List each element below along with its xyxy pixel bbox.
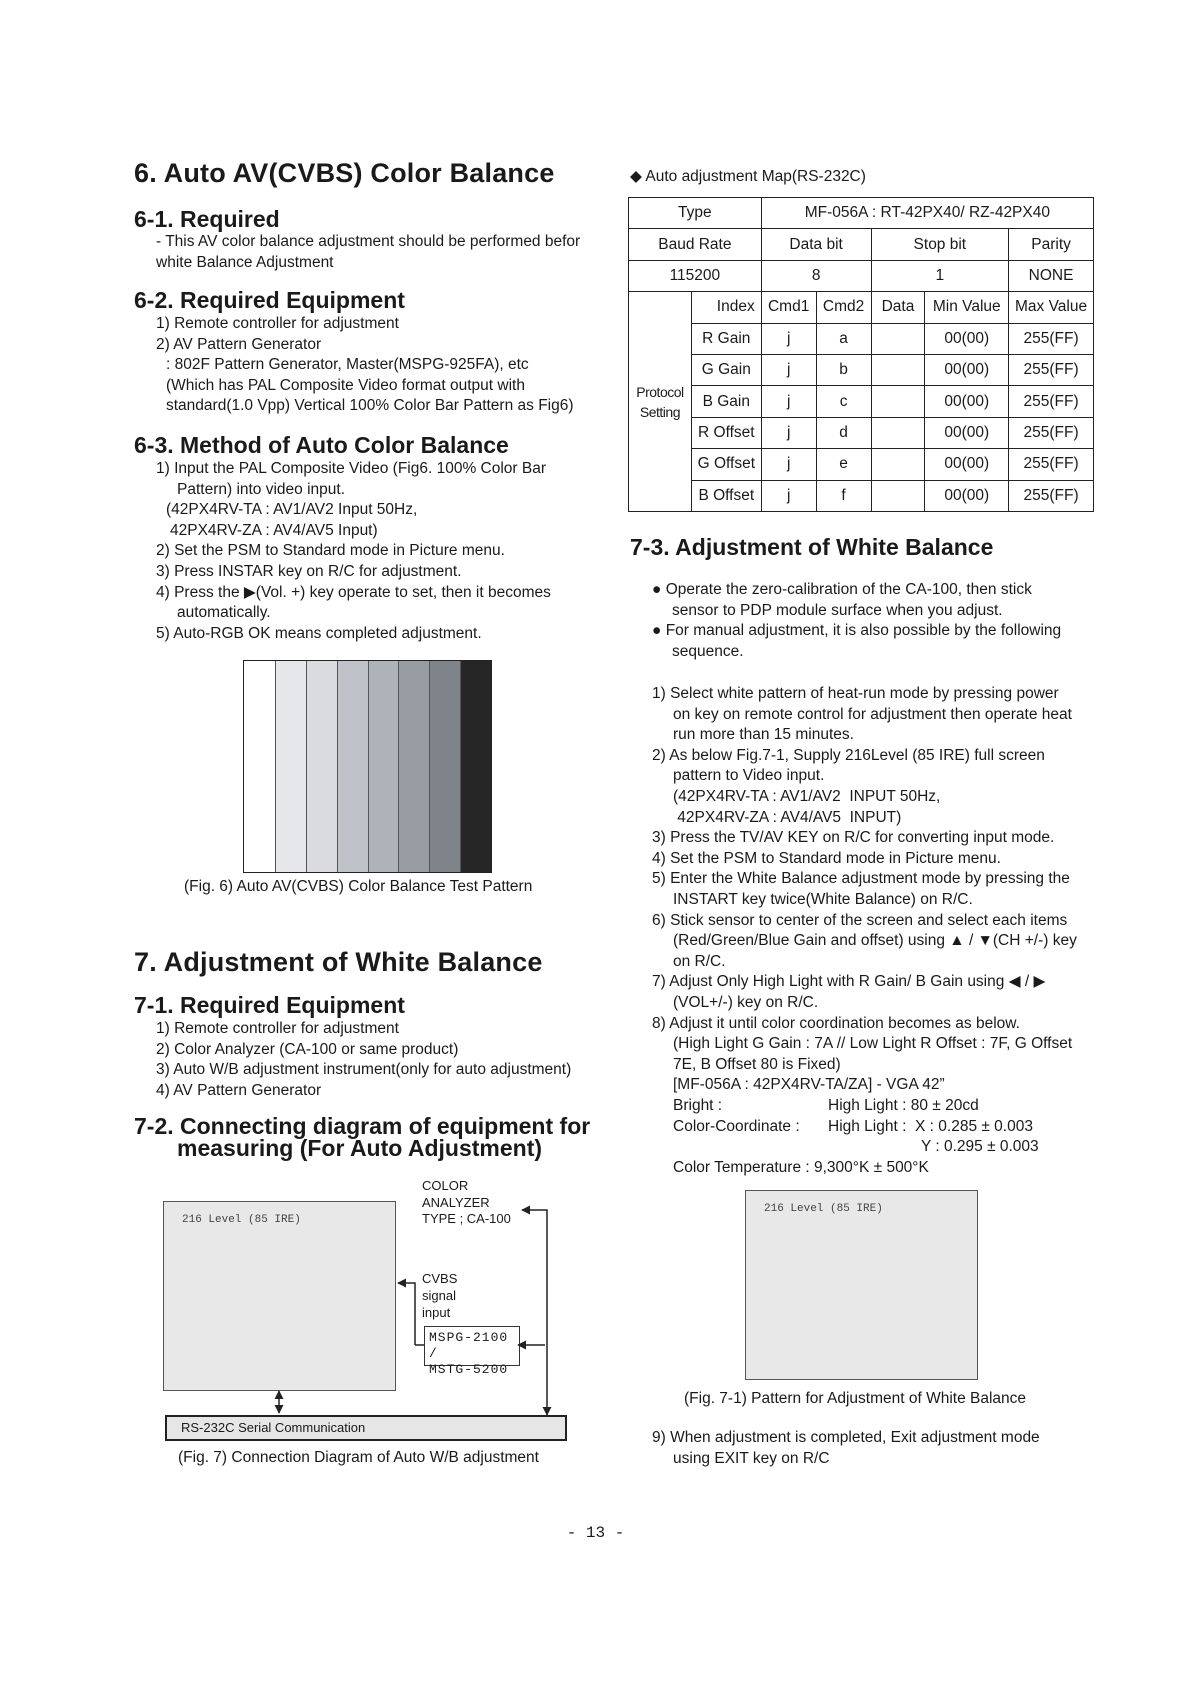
table-cell: 00(00)	[925, 449, 1009, 480]
text-line: 1) Remote controller for adjustment	[156, 1020, 399, 1037]
text-line: (Red/Green/Blue Gain and offset) using ▲ / ▼(CH +/-) key	[673, 932, 1077, 950]
text-line: on R/C.	[673, 952, 726, 970]
table-cell	[871, 449, 925, 480]
text-line: on key on remote control for adjustment then operate heat	[673, 705, 1072, 723]
text-line: : 802F Pattern Generator, Master(MSPG-925FA), etc	[166, 356, 529, 374]
table-cell: G Gain	[691, 354, 761, 385]
section-7-title: 7. Adjustment of White Balance	[134, 947, 543, 977]
table-cell	[871, 323, 925, 354]
text-line: 2) AV Pattern Generator	[156, 335, 322, 353]
table-row	[629, 292, 1094, 323]
column-header: Max Value	[1009, 292, 1094, 323]
section-7-3-bullets	[652, 580, 1061, 662]
title-line: 7-2. Connecting diagram of equipment for	[134, 1113, 591, 1139]
section-6-1-title: 6-1. Required	[134, 206, 280, 232]
table-cell: B Offset	[691, 480, 761, 511]
text-line: INSTART key twice(White Balance) on R/C.	[673, 890, 973, 908]
table-row	[629, 260, 1094, 291]
bright-value: High Light : 80 ± 20cd	[828, 1097, 979, 1114]
text-line: 5) Auto-RGB OK means completed adjustment.	[156, 624, 482, 642]
table-cell: e	[816, 449, 871, 480]
text-line: sequence.	[672, 642, 744, 660]
table-cell: 00(00)	[925, 417, 1009, 448]
column-header: Data	[871, 292, 925, 323]
table-cell: b	[816, 354, 871, 385]
table-cell: 00(00)	[925, 323, 1009, 354]
text-line: signal	[422, 1288, 456, 1303]
text-line: MSTG-5200	[429, 1362, 509, 1377]
text-line: 42PX4RV-ZA : AV4/AV5 Input)	[170, 521, 378, 539]
adjustment-map-table	[628, 197, 1094, 512]
text-line: sensor to PDP module surface when you adjust.	[672, 601, 1003, 619]
section-7-3-steps	[652, 684, 1077, 1096]
text-line: 4) AV Pattern Generator	[156, 1081, 322, 1099]
text-line: 42PX4RV-ZA : AV4/AV5 INPUT)	[673, 808, 902, 826]
text-line: 1) Select white pattern of heat-run mode by pressing power	[652, 685, 1059, 702]
text-line: using EXIT key on R/C	[673, 1449, 830, 1467]
table-cell: R Gain	[691, 323, 761, 354]
text-line: 2) As below Fig.7-1, Supply 216Level (85 IRE) full screen	[652, 746, 1045, 764]
table-cell: j	[761, 386, 816, 417]
text-line: 2) Set the PSM to Standard mode in Picture menu.	[156, 542, 505, 560]
table-cell: j	[761, 323, 816, 354]
text-line: (High Light G Gain : 7A // Low Light R Offset : 7F, G Offset	[673, 1035, 1073, 1053]
bullet-line	[652, 621, 1061, 642]
text-line: 4) Press the ▶(Vol. +) key operate to set, then it becomes	[156, 583, 551, 601]
bullet-icon: ●	[652, 622, 662, 640]
column-header: Cmd1	[761, 292, 816, 323]
protocol-setting-cell	[629, 292, 692, 512]
column-header: Min Value	[925, 292, 1009, 323]
table-cell: 00(00)	[925, 386, 1009, 417]
bright-label: Bright :	[673, 1097, 723, 1114]
table-row	[629, 354, 1094, 385]
table-cell: d	[816, 417, 871, 448]
coord-label: Color-Coordinate :	[673, 1117, 800, 1135]
header-cell: Stop bit	[871, 229, 1009, 260]
bullet-line	[652, 580, 1061, 601]
table-cell	[871, 480, 925, 511]
table-cell: j	[761, 354, 816, 385]
type-label-cell: Type	[629, 198, 762, 229]
table-cell: 00(00)	[925, 480, 1009, 511]
section-7-3-title: 7-3. Adjustment of White Balance	[630, 534, 994, 560]
coord-x: High Light : X : 0.285 ± 0.003	[828, 1117, 1033, 1135]
table-cell: 255(FF)	[1009, 386, 1094, 417]
text-line: 3) Press INSTAR key on R/C for adjustment.	[156, 562, 462, 580]
section-6-2-title: 6-2. Required Equipment	[134, 287, 405, 313]
fig-7-caption: (Fig. 7) Connection Diagram of Auto W/B adjustment	[178, 1449, 539, 1466]
table-row	[629, 449, 1094, 480]
text-line: 4) Set the PSM to Standard mode in Picture menu.	[652, 849, 1001, 867]
text-line: 5) Enter the White Balance adjustment mode by pressing the	[652, 870, 1070, 888]
text-line: pattern to Video input.	[673, 767, 825, 785]
step-9	[652, 1428, 1040, 1469]
text-line: 7E, B Offset 80 is Fixed)	[673, 1055, 841, 1073]
header-cell: Parity	[1009, 229, 1094, 260]
text-line: (42PX4RV-TA : AV1/AV2 INPUT 50Hz,	[673, 787, 941, 805]
text-line: Setting	[639, 403, 680, 420]
text-line: 1) Remote controller for adjustment	[156, 315, 399, 332]
value-cell: 1	[871, 260, 1009, 291]
table-row	[629, 417, 1094, 448]
text-line: COLOR	[422, 1178, 469, 1193]
text-line: run more than 15 minutes.	[673, 726, 854, 744]
table-cell	[871, 386, 925, 417]
color-temperature: Color Temperature : 9,300°K ± 500°K	[673, 1159, 929, 1176]
header-cell: Data bit	[761, 229, 871, 260]
analyzer-connector	[522, 1210, 547, 1415]
bullet-text: For manual adjustment, it is also possible by the following	[665, 622, 1062, 640]
text-line: (Which has PAL Composite Video format output with	[166, 376, 525, 394]
text-line: input	[422, 1305, 451, 1320]
table-cell: c	[816, 386, 871, 417]
table-cell	[871, 417, 925, 448]
column-header: Index	[691, 292, 761, 323]
section-7-1-title: 7-1. Required Equipment	[134, 992, 405, 1018]
text-line: 8) Adjust it until color coordination becomes as below.	[652, 1014, 1020, 1032]
table-cell: j	[761, 480, 816, 511]
table-cell: a	[816, 323, 871, 354]
table-cell: j	[761, 449, 816, 480]
title-line: measuring (For Auto Adjustment)	[177, 1135, 543, 1161]
table-cell: B Gain	[691, 386, 761, 417]
table-row	[629, 480, 1094, 511]
table-cell: 255(FF)	[1009, 449, 1094, 480]
section-6-3-title: 6-3. Method of Auto Color Balance	[134, 432, 509, 458]
bullet-text: Operate the zero-calibration of the CA-100, then stick	[665, 581, 1032, 598]
text-line: - This AV color balance adjustment should be performed befor	[156, 233, 581, 250]
table-cell: R Offset	[691, 417, 761, 448]
value-cell: 8	[761, 260, 871, 291]
text-line: 2) Color Analyzer (CA-100 or same product)	[156, 1040, 459, 1058]
table-cell: j	[761, 417, 816, 448]
bullet-icon: ●	[652, 581, 662, 598]
rs232c-label: RS-232C Serial Communication	[181, 1420, 366, 1435]
table-cell: 255(FF)	[1009, 417, 1094, 448]
table-cell: G Offset	[691, 449, 761, 480]
text-line: automatically.	[177, 604, 271, 622]
value-cell: NONE	[1009, 260, 1094, 291]
text-line: (42PX4RV-TA : AV1/AV2 Input 50Hz,	[166, 501, 418, 519]
table-cell: 00(00)	[925, 354, 1009, 385]
page-number: - 13 -	[566, 1524, 625, 1542]
value-cell: 115200	[629, 260, 762, 291]
fig-7-1-caption: (Fig. 7-1) Pattern for Adjustment of White Balance	[684, 1390, 1027, 1407]
text-line: TYPE ; CA-100	[422, 1211, 511, 1226]
column-header: Cmd2	[816, 292, 871, 323]
text-line: 3) Auto W/B adjustment instrument(only for auto adjustment)	[156, 1061, 572, 1079]
coord-y: Y : 0.295 ± 0.003	[921, 1138, 1039, 1156]
text-line: standard(1.0 Vpp) Vertical 100% Color Bar Pattern as Fig6)	[166, 397, 574, 415]
header-cell: Baud Rate	[629, 229, 762, 260]
text-line: (VOL+/-) key on R/C.	[673, 993, 819, 1011]
text-line: Pattern) into video input.	[177, 480, 346, 498]
type-value-cell: MF-056A : RT-42PX40/ RZ-42PX40	[761, 198, 1093, 229]
text-line: CVBS	[422, 1271, 458, 1286]
text-line: Protocol	[636, 383, 684, 400]
map-title: ◆ Auto adjustment Map(RS-232C)	[630, 168, 866, 185]
table-row	[629, 386, 1094, 417]
text-line: [MF-056A : 42PX4RV-TA/ZA] - VGA 42”	[673, 1076, 945, 1094]
text-line: MSPG-2100 /	[429, 1330, 509, 1361]
spec-block	[673, 1096, 1093, 1158]
screen-label: 216 Level (85 IRE)	[764, 1203, 883, 1215]
table-row	[629, 323, 1094, 354]
table-cell: f	[816, 480, 871, 511]
text-line: 9) When adjustment is completed, Exit adjustment mode	[652, 1429, 1040, 1446]
screen-label: 216 Level (85 IRE)	[182, 1214, 301, 1226]
table-cell: 255(FF)	[1009, 480, 1094, 511]
text-line: white Balance Adjustment	[156, 253, 334, 271]
section-6-title: 6. Auto AV(CVBS) Color Balance	[134, 158, 555, 188]
fig-6-caption: (Fig. 6) Auto AV(CVBS) Color Balance Test Pattern	[184, 878, 533, 895]
text-line: ANALYZER	[422, 1194, 490, 1210]
table-cell: 255(FF)	[1009, 323, 1094, 354]
text-line: 7) Adjust Only High Light with R Gain/ B Gain using ◀ / ▶	[652, 973, 1046, 991]
table-cell: 255(FF)	[1009, 354, 1094, 385]
screen-box-fig-7-1	[745, 1190, 978, 1380]
text-line: 3) Press the TV/AV KEY on R/C for converting input mode.	[652, 829, 1055, 847]
table-row	[629, 198, 1094, 229]
cvbs-connector	[398, 1283, 415, 1345]
table-row	[629, 229, 1094, 260]
table-cell	[871, 354, 925, 385]
text-line: 1) Input the PAL Composite Video (Fig6. 100% Color Bar	[156, 460, 547, 477]
text-line: 6) Stick sensor to center of the screen and select each items	[652, 911, 1068, 929]
